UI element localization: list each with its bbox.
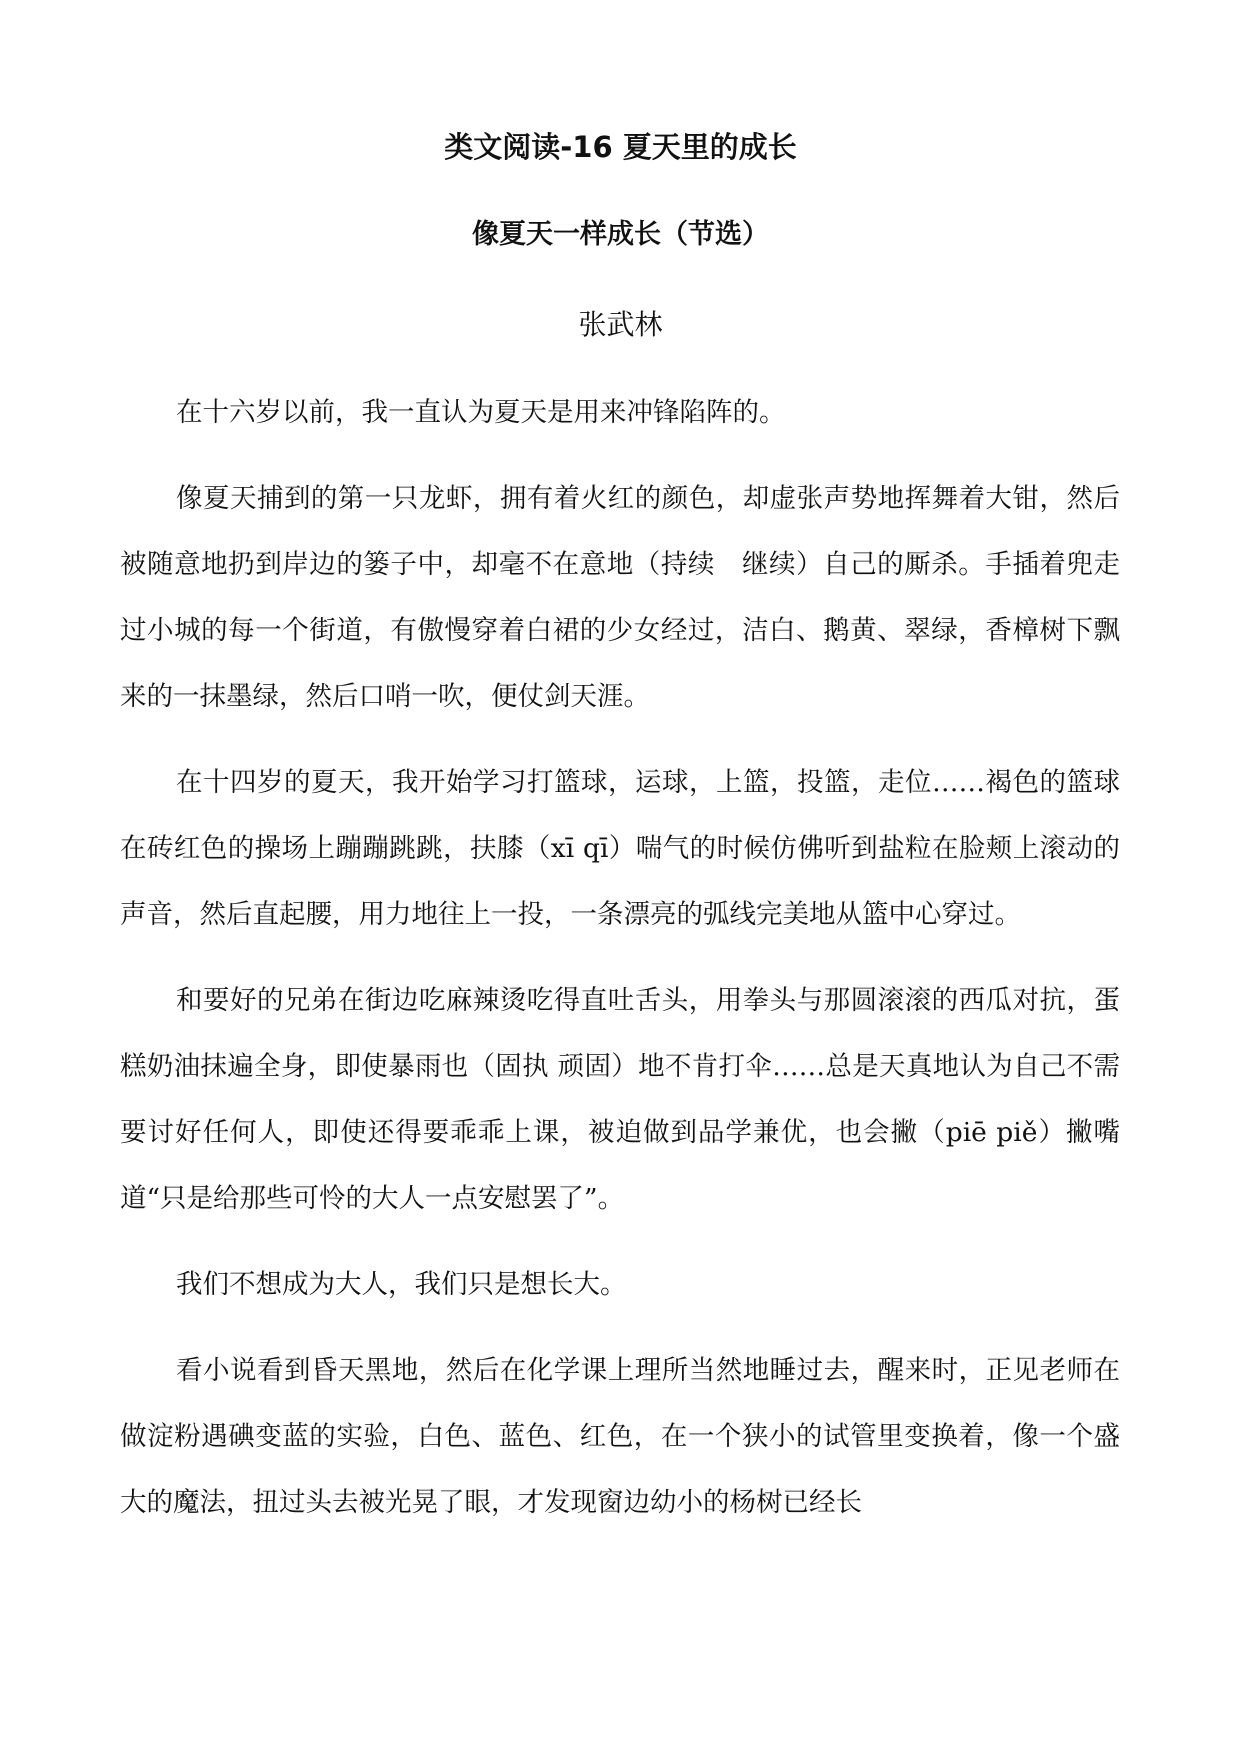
paragraph-3: 在十四岁的夏天，我开始学习打篮球，运球，上篮，投篮，走位……褐色的篮球在砖红色的操场上蹦蹦跳跳，扶膝（xī qī）喘气的时候仿佛听到盐粒在脸颊上滚动的声音，然后直起腰，用力地往上一投，一条漂亮的弧线完美地从篮中心穿过。 [120,767,1120,930]
article-body [120,380,1120,1556]
paragraph-6: 看小说看到昏天黑地，然后在化学课上理所当然地睡过去，醒来时，正见老师在做淀粉遇碘变蓝的实验，白色、蓝色、红色，在一个狭小的试管里变换着，像一个盛大的魔法，扭过头去被光晃了眼，才发现窗边幼小的杨树已经长 [120,1355,1120,1518]
paragraph-4: 和要好的兄弟在街边吃麻辣烫吃得直吐舌头，用拳头与那圆滚滚的西瓜对抗，蛋糕奶油抹遍全身，即使暴雨也（固执 顽固）地不肯打伞……总是天真地认为自己不需要讨好任何人，即使还得要乖乖上课，被迫做到品学兼优，也会撇（piē piě）撇嘴道“只是给那些可怜的大人一点安慰罢了”。 [120,985,1120,1214]
paragraph-5: 我们不想成为大人，我们只是想长大。 [176,1269,627,1300]
paragraph-2: 像夏天捕到的第一只龙虾，拥有着火红的颜色，却虚张声势地挥舞着大钳，然后被随意地扔到岸边的篓子中，却毫不在意地（持续 继续）自己的厮杀。手插着兜走过小城的每一个街道，有傲慢穿着白裙的少女经过，洁白、鹅黄、翠绿，香樟树下飘来的一抹墨绿，然后口哨一吹，便仗剑天涯。 [120,483,1120,712]
author-name: 张武林 [578,308,663,341]
document-title: 类文阅读-16 夏天里的成长 [444,130,797,164]
paragraph-1: 在十六岁以前，我一直认为夏天是用来冲锋陷阵的。 [176,397,786,428]
article-title: 像夏天一样成长（节选） [472,219,769,250]
